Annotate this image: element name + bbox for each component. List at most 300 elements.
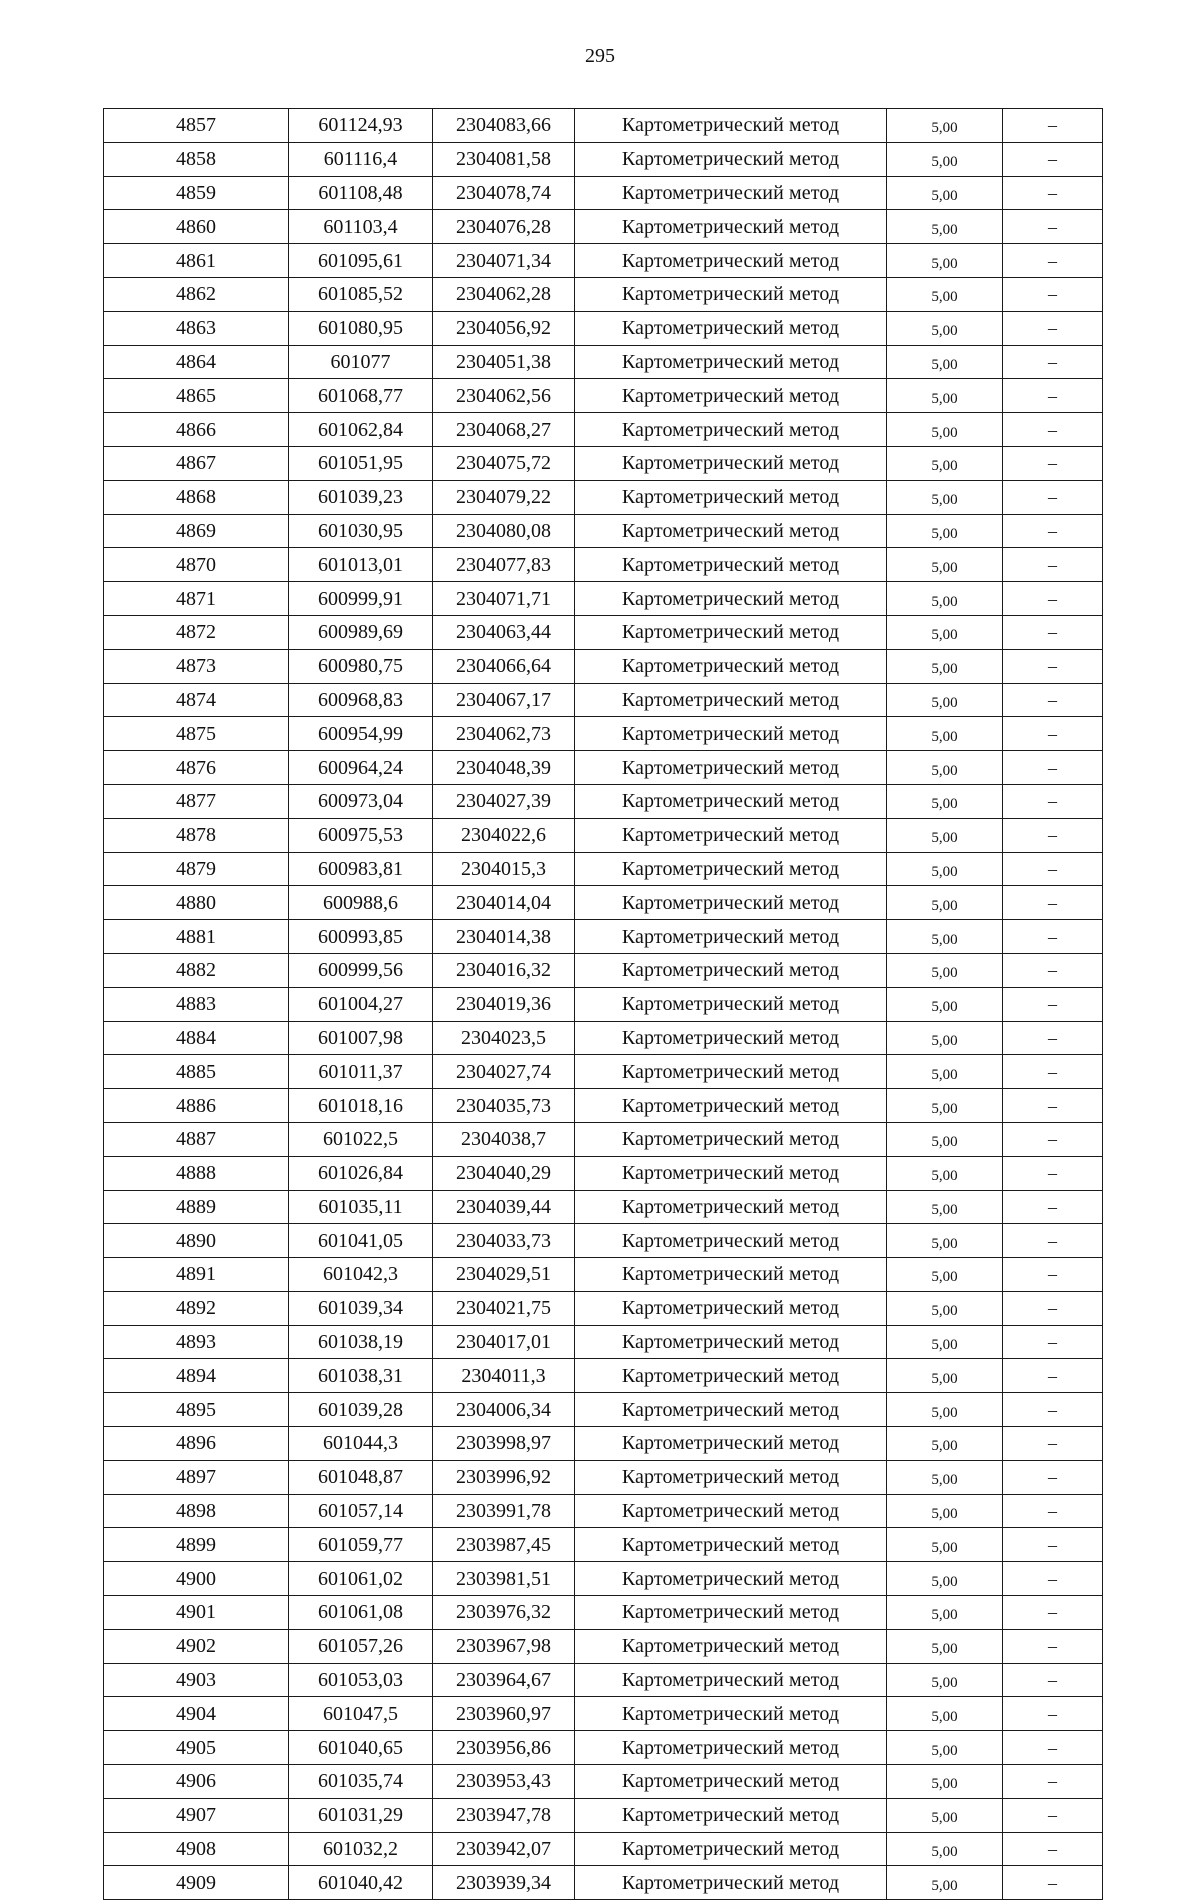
accuracy-cell: 5,00 — [887, 1765, 1003, 1799]
description-cell: – — [1003, 1325, 1103, 1359]
table-row — [104, 1021, 1103, 1055]
table-row — [104, 1393, 1103, 1427]
method-cell: Картометрический метод — [575, 379, 887, 413]
table-row — [104, 784, 1103, 818]
description-cell: – — [1003, 210, 1103, 244]
description-cell: – — [1003, 1798, 1103, 1832]
y-coordinate-cell: 2303947,78 — [433, 1798, 575, 1832]
x-coordinate-cell: 600993,85 — [289, 920, 433, 954]
y-coordinate-cell: 2304014,04 — [433, 886, 575, 920]
accuracy-cell: 5,00 — [887, 1866, 1003, 1900]
table-row — [104, 615, 1103, 649]
point-number-cell: 4879 — [104, 852, 289, 886]
method-cell: Картометрический метод — [575, 1393, 887, 1427]
description-cell: – — [1003, 1832, 1103, 1866]
accuracy-cell: 5,00 — [887, 277, 1003, 311]
y-coordinate-cell: 2303998,97 — [433, 1427, 575, 1461]
y-coordinate-cell: 2304062,73 — [433, 717, 575, 751]
x-coordinate-cell: 601035,11 — [289, 1190, 433, 1224]
x-coordinate-cell: 600983,81 — [289, 852, 433, 886]
y-coordinate-cell: 2303996,92 — [433, 1460, 575, 1494]
y-coordinate-cell: 2304063,44 — [433, 615, 575, 649]
method-cell: Картометрический метод — [575, 852, 887, 886]
y-coordinate-cell: 2304033,73 — [433, 1224, 575, 1258]
accuracy-cell: 5,00 — [887, 109, 1003, 143]
description-cell: – — [1003, 1460, 1103, 1494]
method-cell: Картометрический метод — [575, 751, 887, 785]
x-coordinate-cell: 600964,24 — [289, 751, 433, 785]
method-cell: Картометрический метод — [575, 1596, 887, 1630]
method-cell: Картометрический метод — [575, 176, 887, 210]
point-number-cell: 4888 — [104, 1156, 289, 1190]
y-coordinate-cell: 2304019,36 — [433, 987, 575, 1021]
accuracy-cell: 5,00 — [887, 1427, 1003, 1461]
point-number-cell: 4902 — [104, 1629, 289, 1663]
description-cell: – — [1003, 1562, 1103, 1596]
point-number-cell: 4858 — [104, 142, 289, 176]
description-cell: – — [1003, 480, 1103, 514]
point-number-cell: 4903 — [104, 1663, 289, 1697]
method-cell: Картометрический метод — [575, 1663, 887, 1697]
accuracy-cell: 5,00 — [887, 1224, 1003, 1258]
point-number-cell: 4894 — [104, 1359, 289, 1393]
accuracy-cell: 5,00 — [887, 717, 1003, 751]
accuracy-cell: 5,00 — [887, 379, 1003, 413]
method-cell: Картометрический метод — [575, 1291, 887, 1325]
point-number-cell: 4868 — [104, 480, 289, 514]
x-coordinate-cell: 601035,74 — [289, 1765, 433, 1799]
description-cell: – — [1003, 1122, 1103, 1156]
y-coordinate-cell: 2304011,3 — [433, 1359, 575, 1393]
accuracy-cell: 5,00 — [887, 244, 1003, 278]
method-cell: Картометрический метод — [575, 1089, 887, 1123]
description-cell: – — [1003, 1258, 1103, 1292]
accuracy-cell: 5,00 — [887, 1359, 1003, 1393]
point-number-cell: 4889 — [104, 1190, 289, 1224]
x-coordinate-cell: 600999,56 — [289, 953, 433, 987]
description-cell: – — [1003, 683, 1103, 717]
method-cell: Картометрический метод — [575, 818, 887, 852]
accuracy-cell: 5,00 — [887, 1528, 1003, 1562]
accuracy-cell: 5,00 — [887, 345, 1003, 379]
description-cell: – — [1003, 277, 1103, 311]
x-coordinate-cell: 600989,69 — [289, 615, 433, 649]
accuracy-cell: 5,00 — [887, 514, 1003, 548]
method-cell: Картометрический метод — [575, 142, 887, 176]
accuracy-cell: 5,00 — [887, 1663, 1003, 1697]
accuracy-cell: 5,00 — [887, 210, 1003, 244]
y-coordinate-cell: 2304035,73 — [433, 1089, 575, 1123]
table-row — [104, 244, 1103, 278]
accuracy-cell: 5,00 — [887, 953, 1003, 987]
y-coordinate-cell: 2304014,38 — [433, 920, 575, 954]
description-cell: – — [1003, 818, 1103, 852]
table-row — [104, 1089, 1103, 1123]
method-cell: Картометрический метод — [575, 683, 887, 717]
accuracy-cell: 5,00 — [887, 582, 1003, 616]
point-number-cell: 4873 — [104, 649, 289, 683]
accuracy-cell: 5,00 — [887, 176, 1003, 210]
accuracy-cell: 5,00 — [887, 886, 1003, 920]
x-coordinate-cell: 601038,31 — [289, 1359, 433, 1393]
accuracy-cell: 5,00 — [887, 683, 1003, 717]
point-number-cell: 4907 — [104, 1798, 289, 1832]
description-cell: – — [1003, 649, 1103, 683]
y-coordinate-cell: 2304083,66 — [433, 109, 575, 143]
description-cell: – — [1003, 1089, 1103, 1123]
table-row — [104, 514, 1103, 548]
table-row — [104, 413, 1103, 447]
table-row — [104, 210, 1103, 244]
x-coordinate-cell: 601018,16 — [289, 1089, 433, 1123]
y-coordinate-cell: 2304017,01 — [433, 1325, 575, 1359]
table-row — [104, 1596, 1103, 1630]
point-number-cell: 4870 — [104, 548, 289, 582]
x-coordinate-cell: 601047,5 — [289, 1697, 433, 1731]
point-number-cell: 4898 — [104, 1494, 289, 1528]
method-cell: Картометрический метод — [575, 210, 887, 244]
x-coordinate-cell: 601044,3 — [289, 1427, 433, 1461]
point-number-cell: 4857 — [104, 109, 289, 143]
description-cell: – — [1003, 1494, 1103, 1528]
y-coordinate-cell: 2304062,56 — [433, 379, 575, 413]
method-cell: Картометрический метод — [575, 1122, 887, 1156]
method-cell: Картометрический метод — [575, 886, 887, 920]
y-coordinate-cell: 2303942,07 — [433, 1832, 575, 1866]
x-coordinate-cell: 601103,4 — [289, 210, 433, 244]
description-cell: – — [1003, 1866, 1103, 1900]
method-cell: Картометрический метод — [575, 1190, 887, 1224]
method-cell: Картометрический метод — [575, 1156, 887, 1190]
y-coordinate-cell: 2304038,7 — [433, 1122, 575, 1156]
point-number-cell: 4901 — [104, 1596, 289, 1630]
x-coordinate-cell: 600980,75 — [289, 649, 433, 683]
y-coordinate-cell: 2304021,75 — [433, 1291, 575, 1325]
x-coordinate-cell: 601026,84 — [289, 1156, 433, 1190]
method-cell: Картометрический метод — [575, 480, 887, 514]
accuracy-cell: 5,00 — [887, 987, 1003, 1021]
point-number-cell: 4892 — [104, 1291, 289, 1325]
point-number-cell: 4882 — [104, 953, 289, 987]
x-coordinate-cell: 601062,84 — [289, 413, 433, 447]
y-coordinate-cell: 2304027,74 — [433, 1055, 575, 1089]
accuracy-cell: 5,00 — [887, 1055, 1003, 1089]
method-cell: Картометрический метод — [575, 920, 887, 954]
y-coordinate-cell: 2304039,44 — [433, 1190, 575, 1224]
method-cell: Картометрический метод — [575, 1258, 887, 1292]
table-row — [104, 852, 1103, 886]
coordinates-table-body — [104, 109, 1103, 1900]
x-coordinate-cell: 601030,95 — [289, 514, 433, 548]
description-cell: – — [1003, 1427, 1103, 1461]
table-row — [104, 1528, 1103, 1562]
table-row — [104, 379, 1103, 413]
description-cell: – — [1003, 784, 1103, 818]
accuracy-cell: 5,00 — [887, 649, 1003, 683]
method-cell: Картометрический метод — [575, 1494, 887, 1528]
point-number-cell: 4876 — [104, 751, 289, 785]
y-coordinate-cell: 2304056,92 — [433, 311, 575, 345]
x-coordinate-cell: 601042,3 — [289, 1258, 433, 1292]
description-cell: – — [1003, 1697, 1103, 1731]
method-cell: Картометрический метод — [575, 987, 887, 1021]
table-row — [104, 649, 1103, 683]
point-number-cell: 4909 — [104, 1866, 289, 1900]
method-cell: Картометрический метод — [575, 1359, 887, 1393]
x-coordinate-cell: 600999,91 — [289, 582, 433, 616]
point-number-cell: 4863 — [104, 311, 289, 345]
y-coordinate-cell: 2304066,64 — [433, 649, 575, 683]
description-cell: – — [1003, 987, 1103, 1021]
y-coordinate-cell: 2304022,6 — [433, 818, 575, 852]
accuracy-cell: 5,00 — [887, 1325, 1003, 1359]
description-cell: – — [1003, 920, 1103, 954]
method-cell: Картометрический метод — [575, 345, 887, 379]
table-row — [104, 1697, 1103, 1731]
table-row — [104, 886, 1103, 920]
description-cell: – — [1003, 1663, 1103, 1697]
x-coordinate-cell: 601039,34 — [289, 1291, 433, 1325]
x-coordinate-cell: 601011,37 — [289, 1055, 433, 1089]
method-cell: Картометрический метод — [575, 548, 887, 582]
point-number-cell: 4867 — [104, 446, 289, 480]
y-coordinate-cell: 2303987,45 — [433, 1528, 575, 1562]
table-row — [104, 1866, 1103, 1900]
point-number-cell: 4878 — [104, 818, 289, 852]
description-cell: – — [1003, 1393, 1103, 1427]
table-row — [104, 1427, 1103, 1461]
y-coordinate-cell: 2304076,28 — [433, 210, 575, 244]
point-number-cell: 4885 — [104, 1055, 289, 1089]
point-number-cell: 4880 — [104, 886, 289, 920]
y-coordinate-cell: 2304079,22 — [433, 480, 575, 514]
description-cell: – — [1003, 1596, 1103, 1630]
point-number-cell: 4893 — [104, 1325, 289, 1359]
description-cell: – — [1003, 142, 1103, 176]
description-cell: – — [1003, 413, 1103, 447]
description-cell: – — [1003, 751, 1103, 785]
x-coordinate-cell: 601077 — [289, 345, 433, 379]
y-coordinate-cell: 2304062,28 — [433, 277, 575, 311]
table-row — [104, 311, 1103, 345]
y-coordinate-cell: 2304016,32 — [433, 953, 575, 987]
method-cell: Картометрический метод — [575, 1697, 887, 1731]
x-coordinate-cell: 601095,61 — [289, 244, 433, 278]
x-coordinate-cell: 601040,65 — [289, 1731, 433, 1765]
table-row — [104, 548, 1103, 582]
table-row — [104, 1156, 1103, 1190]
y-coordinate-cell: 2304006,34 — [433, 1393, 575, 1427]
accuracy-cell: 5,00 — [887, 852, 1003, 886]
accuracy-cell: 5,00 — [887, 1258, 1003, 1292]
x-coordinate-cell: 601061,02 — [289, 1562, 433, 1596]
table-row — [104, 1832, 1103, 1866]
description-cell: – — [1003, 1190, 1103, 1224]
accuracy-cell: 5,00 — [887, 818, 1003, 852]
method-cell: Картометрический метод — [575, 109, 887, 143]
x-coordinate-cell: 601051,95 — [289, 446, 433, 480]
method-cell: Картометрический метод — [575, 514, 887, 548]
y-coordinate-cell: 2303939,34 — [433, 1866, 575, 1900]
table-row — [104, 1731, 1103, 1765]
y-coordinate-cell: 2303956,86 — [433, 1731, 575, 1765]
method-cell: Картометрический метод — [575, 953, 887, 987]
table-row — [104, 953, 1103, 987]
method-cell: Картометрический метод — [575, 446, 887, 480]
table-row — [104, 1494, 1103, 1528]
method-cell: Картометрический метод — [575, 277, 887, 311]
method-cell: Картометрический метод — [575, 1325, 887, 1359]
x-coordinate-cell: 601057,26 — [289, 1629, 433, 1663]
method-cell: Картометрический метод — [575, 311, 887, 345]
description-cell: – — [1003, 311, 1103, 345]
method-cell: Картометрический метод — [575, 1528, 887, 1562]
description-cell: – — [1003, 244, 1103, 278]
description-cell: – — [1003, 176, 1103, 210]
point-number-cell: 4865 — [104, 379, 289, 413]
accuracy-cell: 5,00 — [887, 1731, 1003, 1765]
table-row — [104, 1798, 1103, 1832]
point-number-cell: 4887 — [104, 1122, 289, 1156]
table-row — [104, 1190, 1103, 1224]
point-number-cell: 4871 — [104, 582, 289, 616]
table-row — [104, 142, 1103, 176]
x-coordinate-cell: 600968,83 — [289, 683, 433, 717]
y-coordinate-cell: 2303981,51 — [433, 1562, 575, 1596]
point-number-cell: 4864 — [104, 345, 289, 379]
x-coordinate-cell: 600988,6 — [289, 886, 433, 920]
table-row — [104, 987, 1103, 1021]
accuracy-cell: 5,00 — [887, 548, 1003, 582]
point-number-cell: 4896 — [104, 1427, 289, 1461]
point-number-cell: 4900 — [104, 1562, 289, 1596]
x-coordinate-cell: 601048,87 — [289, 1460, 433, 1494]
y-coordinate-cell: 2304067,17 — [433, 683, 575, 717]
point-number-cell: 4872 — [104, 615, 289, 649]
x-coordinate-cell: 601032,2 — [289, 1832, 433, 1866]
table-row — [104, 717, 1103, 751]
method-cell: Картометрический метод — [575, 717, 887, 751]
x-coordinate-cell: 601059,77 — [289, 1528, 433, 1562]
description-cell: – — [1003, 852, 1103, 886]
point-number-cell: 4884 — [104, 1021, 289, 1055]
point-number-cell: 4897 — [104, 1460, 289, 1494]
point-number-cell: 4860 — [104, 210, 289, 244]
accuracy-cell: 5,00 — [887, 1156, 1003, 1190]
x-coordinate-cell: 601039,23 — [289, 480, 433, 514]
x-coordinate-cell: 600973,04 — [289, 784, 433, 818]
table-row — [104, 582, 1103, 616]
method-cell: Картометрический метод — [575, 784, 887, 818]
accuracy-cell: 5,00 — [887, 1291, 1003, 1325]
method-cell: Картометрический метод — [575, 1460, 887, 1494]
table-row — [104, 920, 1103, 954]
x-coordinate-cell: 601080,95 — [289, 311, 433, 345]
x-coordinate-cell: 601039,28 — [289, 1393, 433, 1427]
x-coordinate-cell: 601085,52 — [289, 277, 433, 311]
point-number-cell: 4886 — [104, 1089, 289, 1123]
table-row — [104, 446, 1103, 480]
x-coordinate-cell: 601061,08 — [289, 1596, 433, 1630]
accuracy-cell: 5,00 — [887, 784, 1003, 818]
table-row — [104, 751, 1103, 785]
table-row — [104, 1122, 1103, 1156]
y-coordinate-cell: 2304078,74 — [433, 176, 575, 210]
description-cell: – — [1003, 582, 1103, 616]
description-cell: – — [1003, 1765, 1103, 1799]
table-row — [104, 1765, 1103, 1799]
description-cell: – — [1003, 514, 1103, 548]
description-cell: – — [1003, 717, 1103, 751]
method-cell: Картометрический метод — [575, 1765, 887, 1799]
description-cell: – — [1003, 379, 1103, 413]
description-cell: – — [1003, 1291, 1103, 1325]
point-number-cell: 4895 — [104, 1393, 289, 1427]
accuracy-cell: 5,00 — [887, 615, 1003, 649]
method-cell: Картометрический метод — [575, 244, 887, 278]
y-coordinate-cell: 2304080,08 — [433, 514, 575, 548]
table-row — [104, 1562, 1103, 1596]
x-coordinate-cell: 601041,05 — [289, 1224, 433, 1258]
accuracy-cell: 5,00 — [887, 446, 1003, 480]
method-cell: Картометрический метод — [575, 615, 887, 649]
table-row — [104, 176, 1103, 210]
table-row — [104, 1055, 1103, 1089]
y-coordinate-cell: 2304068,27 — [433, 413, 575, 447]
accuracy-cell: 5,00 — [887, 1629, 1003, 1663]
method-cell: Картометрический метод — [575, 1562, 887, 1596]
point-number-cell: 4861 — [104, 244, 289, 278]
accuracy-cell: 5,00 — [887, 1460, 1003, 1494]
y-coordinate-cell: 2303960,97 — [433, 1697, 575, 1731]
description-cell: – — [1003, 1055, 1103, 1089]
method-cell: Картометрический метод — [575, 1055, 887, 1089]
point-number-cell: 4890 — [104, 1224, 289, 1258]
y-coordinate-cell: 2303967,98 — [433, 1629, 575, 1663]
x-coordinate-cell: 601007,98 — [289, 1021, 433, 1055]
method-cell: Картометрический метод — [575, 649, 887, 683]
y-coordinate-cell: 2304071,34 — [433, 244, 575, 278]
accuracy-cell: 5,00 — [887, 1190, 1003, 1224]
point-number-cell: 4866 — [104, 413, 289, 447]
method-cell: Картометрический метод — [575, 1427, 887, 1461]
x-coordinate-cell: 600954,99 — [289, 717, 433, 751]
y-coordinate-cell: 2304081,58 — [433, 142, 575, 176]
y-coordinate-cell: 2304023,5 — [433, 1021, 575, 1055]
y-coordinate-cell: 2304027,39 — [433, 784, 575, 818]
table-row — [104, 1359, 1103, 1393]
y-coordinate-cell: 2304048,39 — [433, 751, 575, 785]
method-cell: Картометрический метод — [575, 1021, 887, 1055]
description-cell: – — [1003, 1224, 1103, 1258]
table-row — [104, 277, 1103, 311]
point-number-cell: 4859 — [104, 176, 289, 210]
x-coordinate-cell: 601022,5 — [289, 1122, 433, 1156]
y-coordinate-cell: 2304015,3 — [433, 852, 575, 886]
point-number-cell: 4906 — [104, 1765, 289, 1799]
y-coordinate-cell: 2303991,78 — [433, 1494, 575, 1528]
accuracy-cell: 5,00 — [887, 480, 1003, 514]
method-cell: Картометрический метод — [575, 1866, 887, 1900]
point-number-cell: 4899 — [104, 1528, 289, 1562]
x-coordinate-cell: 601053,03 — [289, 1663, 433, 1697]
point-number-cell: 4904 — [104, 1697, 289, 1731]
method-cell: Картометрический метод — [575, 413, 887, 447]
method-cell: Картометрический метод — [575, 1731, 887, 1765]
table-row — [104, 345, 1103, 379]
y-coordinate-cell: 2304071,71 — [433, 582, 575, 616]
point-number-cell: 4883 — [104, 987, 289, 1021]
